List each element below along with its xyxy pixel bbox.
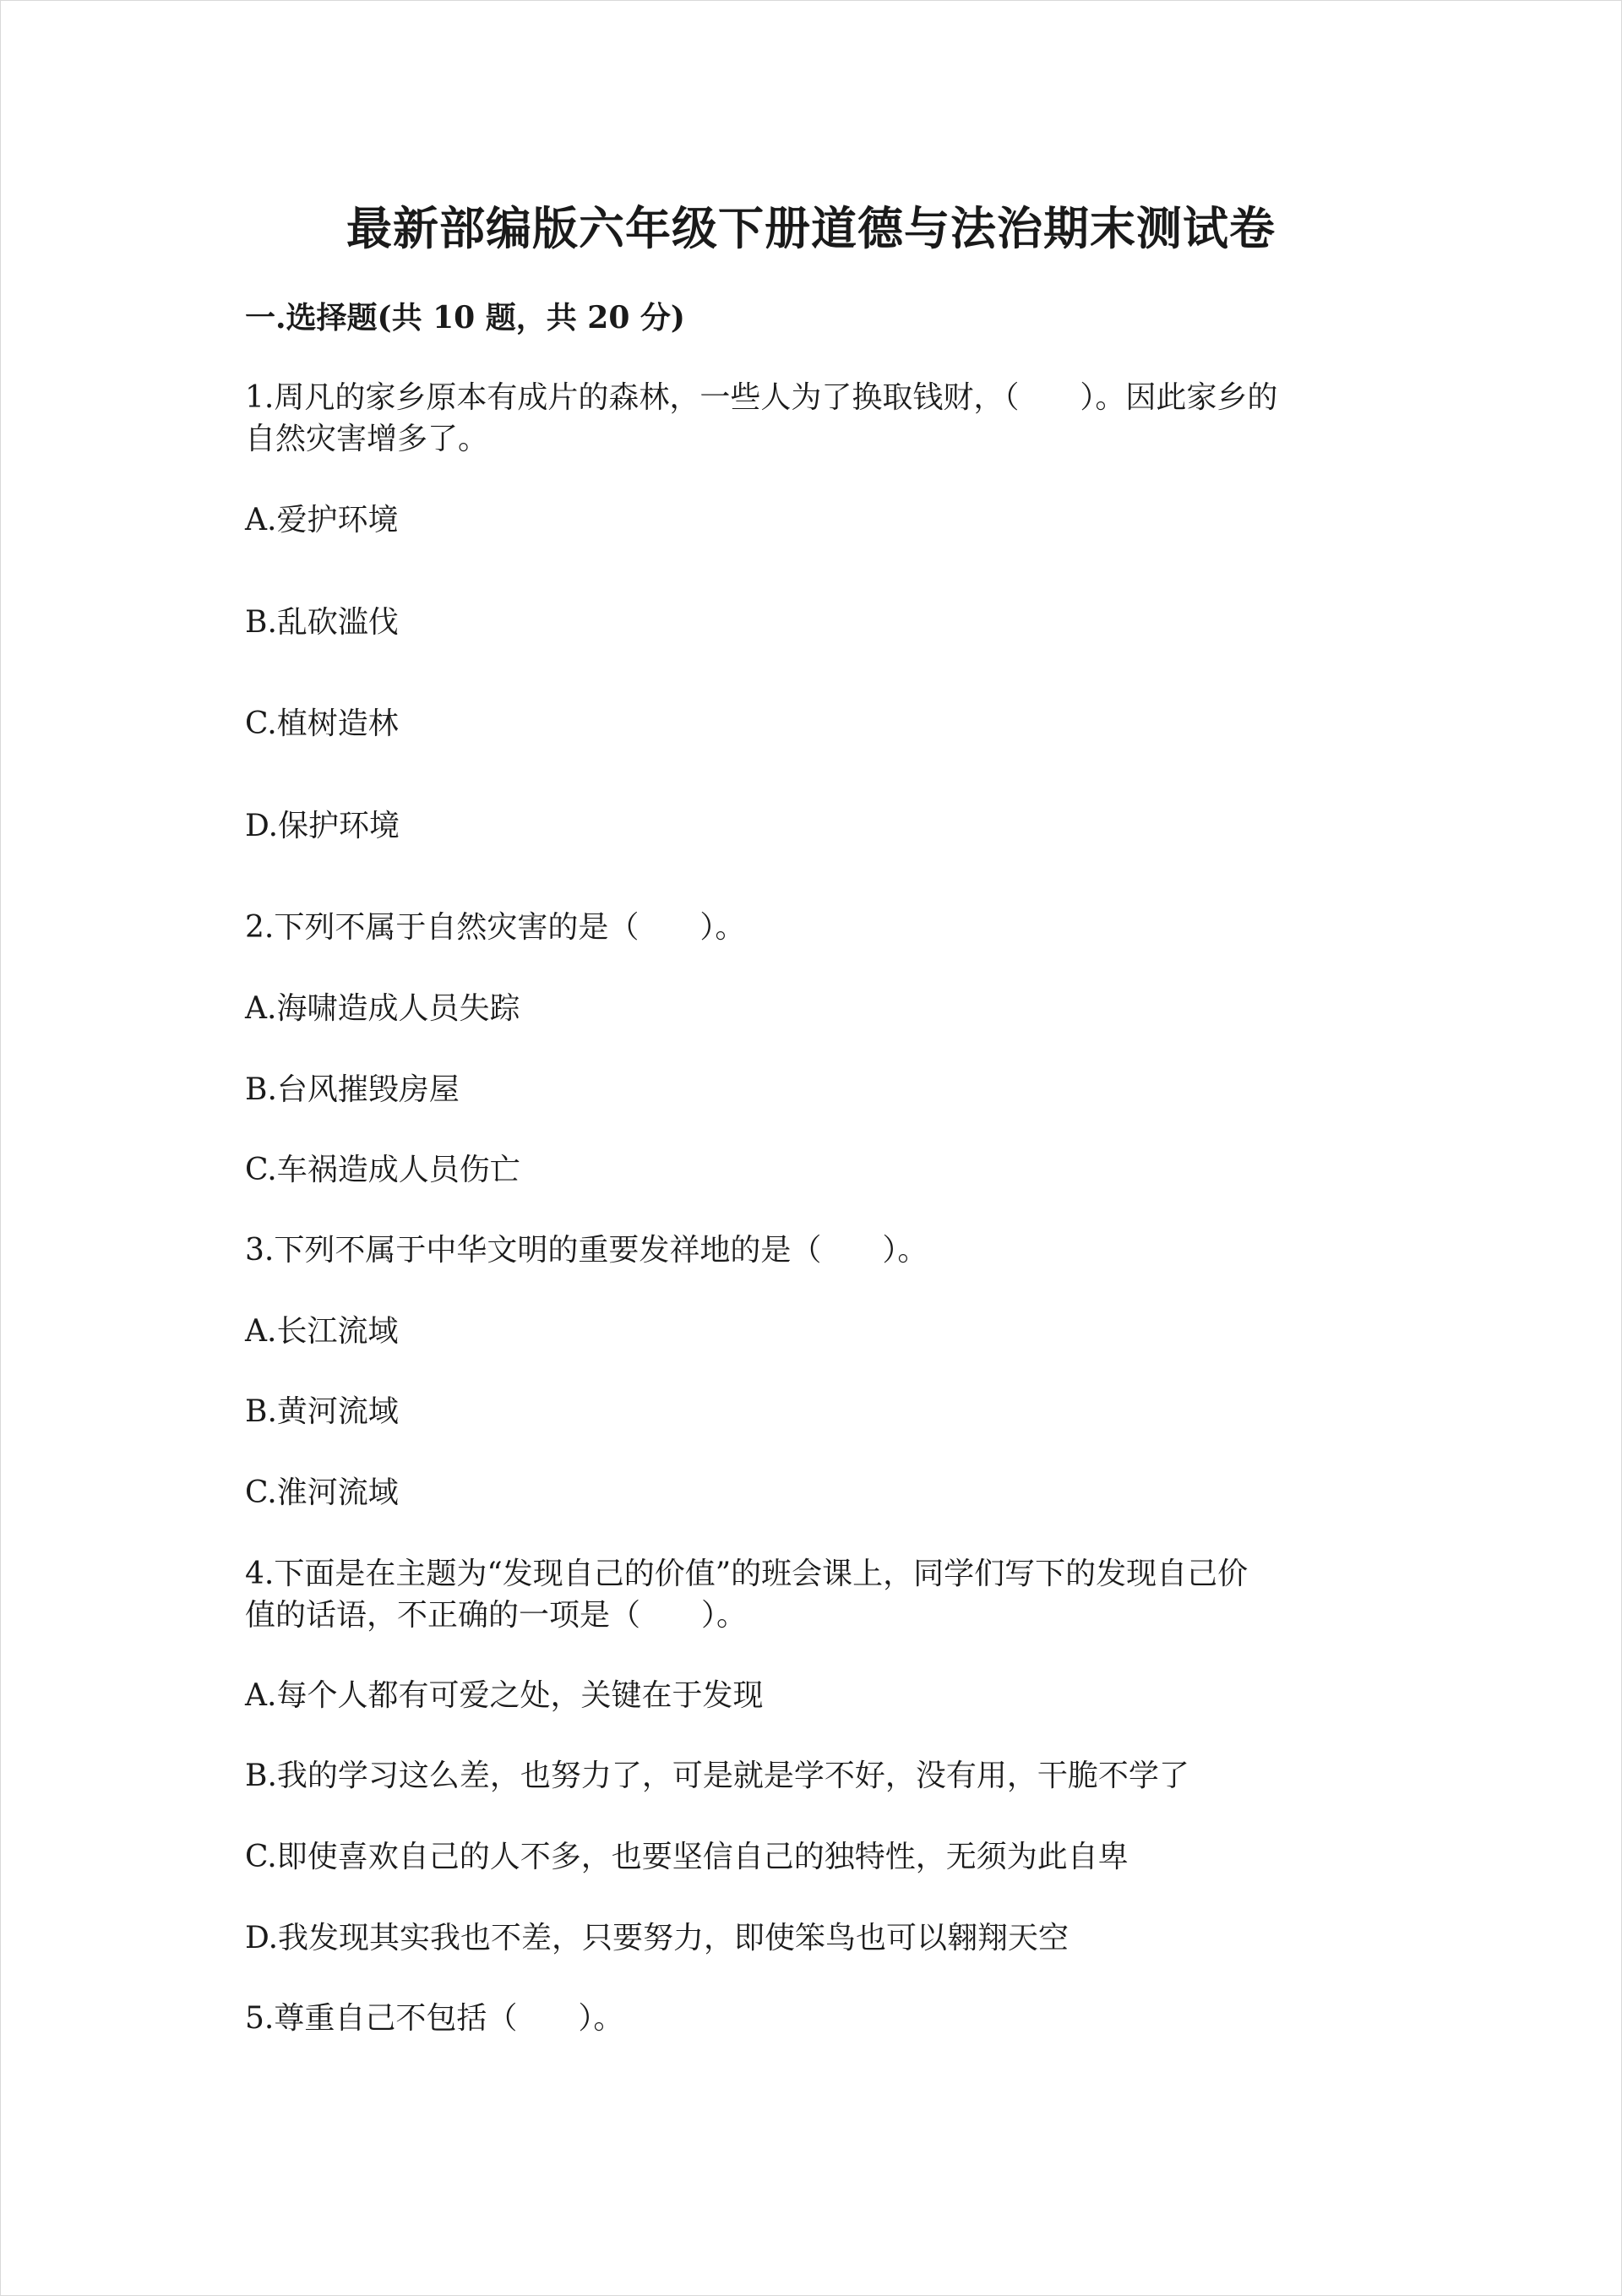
- question-2-option-a: A.海啸造成人员失踪: [245, 991, 520, 1026]
- document-title: 最新部编版六年级下册道德与法治期末测试卷: [346, 201, 1276, 255]
- question-2-option-b: B.台风摧毁房屋: [245, 1072, 460, 1107]
- question-3-stem: 3.下列不属于中华文明的重要发祥地的是（ ）。: [245, 1233, 928, 1268]
- question-3-option-c: C.淮河流域: [245, 1475, 399, 1510]
- question-2-stem: 2.下列不属于自然灾害的是（ ）。: [245, 910, 746, 945]
- question-3-option-b: B.黄河流域: [245, 1394, 399, 1429]
- question-1-option-c: C.植树造林: [245, 706, 399, 741]
- question-1-stem-line-1: 1.周凡的家乡原本有成片的森林，一些人为了换取钱财，（ ）。因此家乡的: [245, 380, 1278, 415]
- question-4-option-b: B.我的学习这么差，也努力了，可是就是学不好，没有用，干脆不学了: [245, 1759, 1189, 1793]
- question-4-stem-line-1: 4.下面是在主题为“发现自己的价值”的班会课上，同学们写下的发现自己价: [245, 1557, 1249, 1591]
- question-2-option-c: C.车祸造成人员伤亡: [245, 1153, 520, 1187]
- question-4-option-a: A.每个人都有可爱之处，关键在于发现: [245, 1678, 764, 1713]
- question-4-option-c: C.即使喜欢自己的人不多，也要坚信自己的独特性，无须为此自卑: [245, 1840, 1129, 1874]
- section-heading: 一.选择题(共 10 题，共 20 分): [245, 300, 685, 335]
- question-5-stem: 5.尊重自己不包括（ ）。: [245, 2001, 624, 2036]
- question-1-option-a: A.爱护环境: [245, 503, 399, 537]
- question-1-option-b: B.乱砍滥伐: [245, 605, 399, 640]
- question-1-option-d: D.保护环境: [245, 809, 400, 843]
- question-3-option-a: A.长江流域: [245, 1314, 399, 1349]
- question-1-stem-line-2: 自然灾害增多了。: [245, 422, 489, 456]
- question-4-stem-line-2: 值的话语，不正确的一项是（ ）。: [245, 1598, 748, 1633]
- question-4-option-d: D.我发现其实我也不差，只要努力，即使笨鸟也可以翱翔天空: [245, 1921, 1070, 1955]
